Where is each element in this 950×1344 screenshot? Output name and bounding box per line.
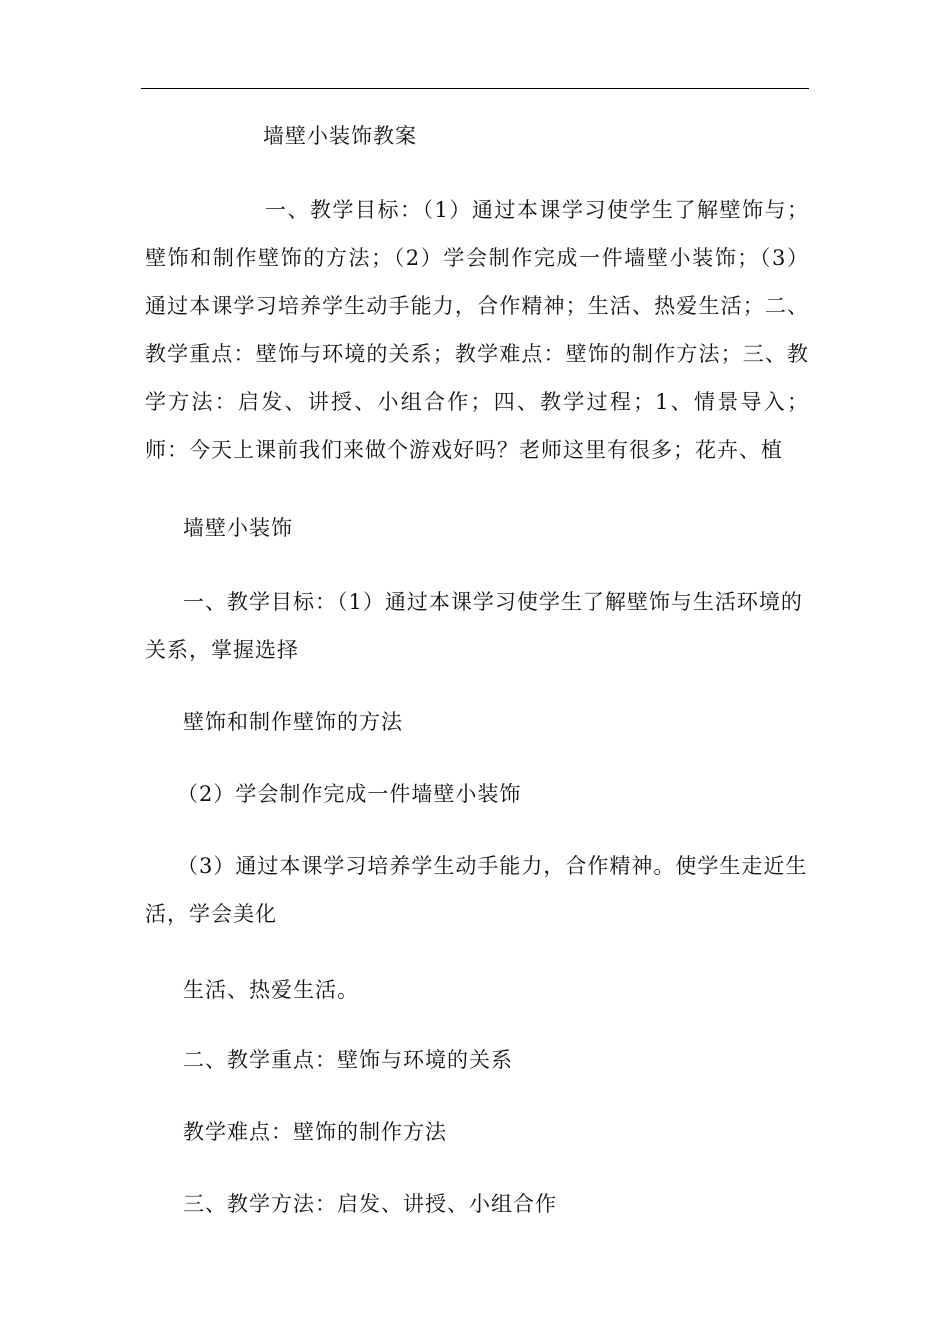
paragraph-difficulty: 教学难点：壁饰的制作方法 <box>183 1120 447 1144</box>
paragraph-teaching-goal-3-cont: 生活、热爱生活。 <box>183 978 359 1002</box>
paragraph-teaching-goal-3: （3）通过本课学习培养学生动手能力，合作精神。使学生走近生活，学会美化 <box>145 854 808 926</box>
paragraph-teaching-goal-2: （2）学会制作完成一件墙壁小装饰 <box>177 782 522 806</box>
summary-paragraph: 一、教学目标：（1）通过本课学习使学生了解壁饰与；壁饰和制作壁饰的方法；（2）学会制作完成一件墙壁小装饰；（3）通过本课学习培养学生动手能力，合作精神；生活、热爱生活；二、教学重点：壁饰与环境的关系；教学难点：壁饰的制作方法；三、教学方法：启发、讲授、小组合作；四、教学过程；1、情景导入；师：今天上课前我们来做个游戏好吗？老师这里有很多；花卉、植 <box>145 198 809 462</box>
document-title: 墙壁小装饰教案 <box>263 124 417 148</box>
paragraph-teaching-goal-1-cont: 壁饰和制作壁饰的方法 <box>183 710 403 734</box>
section-heading: 墙壁小装饰 <box>183 516 293 540</box>
paragraph-method: 三、教学方法：启发、讲授、小组合作 <box>183 1192 557 1216</box>
paragraph-teaching-goal-1: 一、教学目标：（1）通过本课学习使学生了解壁饰与生活环境的关系，掌握选择 <box>145 590 803 662</box>
paragraph-key-point: 二、教学重点：壁饰与环境的关系 <box>183 1048 513 1072</box>
header-rule <box>141 88 809 89</box>
